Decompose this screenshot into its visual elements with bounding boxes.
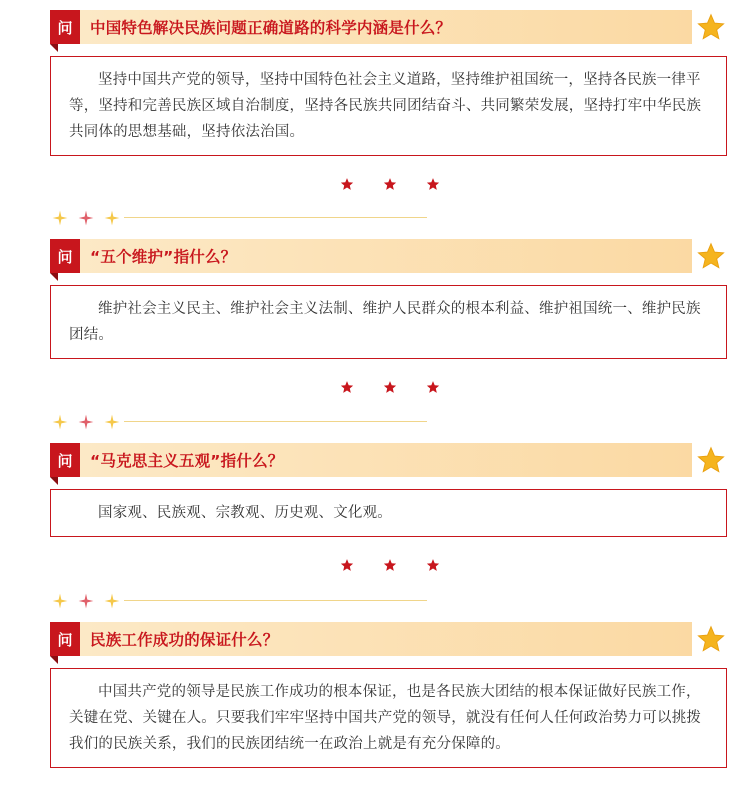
- red-star-icon: [426, 558, 440, 572]
- answer-text: 坚持中国共产党的领导，坚持中国特色社会主义道路，坚持维护祖国统一，坚持各民族一律平等，坚持和完善民族区域自治制度，坚持各民族共同团结奋斗、共同繁荣发展，坚持打牢中华民族共同体的思想基础，坚持依法治国。: [69, 72, 702, 140]
- question-band: [80, 10, 692, 44]
- sparkle-divider: [52, 412, 427, 432]
- sparkle-icon: [78, 593, 94, 609]
- gold-star-icon: [697, 625, 725, 653]
- question-title: “马克思主义五观”指什么？: [90, 452, 284, 470]
- separator-stars: [340, 558, 440, 574]
- sparkle-icon: [78, 210, 94, 226]
- answer-box: [50, 489, 727, 537]
- red-star-icon: [340, 558, 354, 572]
- gold-star-icon: [697, 13, 725, 41]
- red-star-icon: [383, 380, 397, 394]
- qa-block-4: [50, 622, 728, 768]
- sparkle-divider: [52, 591, 427, 611]
- gold-star-icon: [697, 446, 725, 474]
- sparkle-icon: [52, 593, 68, 609]
- sparkle-icon: [104, 210, 120, 226]
- answer-text: 国家观、民族观、宗教观、历史观、文化观。: [98, 505, 392, 521]
- qa-block-1: [50, 10, 728, 156]
- question-bar: [50, 239, 728, 273]
- question-bar: [50, 443, 728, 477]
- gold-star-icon: [697, 242, 725, 270]
- divider-line: [124, 217, 427, 218]
- separator-stars: [340, 380, 440, 396]
- question-bar: [50, 622, 728, 656]
- red-star-icon: [383, 177, 397, 191]
- red-star-icon: [340, 380, 354, 394]
- sparkle-divider: [52, 208, 427, 228]
- question-band: [80, 443, 692, 477]
- question-band: [80, 239, 692, 273]
- separator-stars: [340, 177, 440, 193]
- red-star-icon: [426, 380, 440, 394]
- question-tag: 问: [50, 443, 80, 477]
- divider-line: [124, 600, 427, 601]
- divider-line: [124, 421, 427, 422]
- question-tag: 问: [50, 10, 80, 44]
- question-bar: [50, 10, 728, 44]
- sparkle-icon: [78, 414, 94, 430]
- question-title: “五个维护”指什么？: [90, 248, 237, 266]
- red-star-icon: [426, 177, 440, 191]
- question-tag: 问: [50, 239, 80, 273]
- sparkle-icon: [52, 414, 68, 430]
- qa-block-2: [50, 239, 728, 359]
- sparkle-icon: [104, 414, 120, 430]
- answer-text: 维护社会主义民主、维护社会主义法制、维护人民群众的根本利益、维护祖国统一、维护民族团结。: [69, 301, 701, 343]
- qa-block-3: [50, 443, 728, 537]
- red-star-icon: [340, 177, 354, 191]
- question-tag: 问: [50, 622, 80, 656]
- question-title: 中国特色解决民族问题正确道路的科学内涵是什么？: [90, 19, 452, 37]
- answer-box: [50, 56, 727, 156]
- sparkle-icon: [52, 210, 68, 226]
- answer-box: [50, 285, 727, 359]
- question-band: [80, 622, 692, 656]
- question-title: 民族工作成功的保证什么？: [90, 631, 279, 649]
- red-star-icon: [383, 558, 397, 572]
- answer-text: 中国共产党的领导是民族工作成功的根本保证，也是各民族大团结的根本保证做好民族工作，关键在党、关键在人。只要我们牢牢坚持中国共产党的领导，就没有任何人任何政治势力可以挑拨我们的民族关系，我们的民族团结统一在政治上就是有充分保障的。: [69, 684, 702, 752]
- sparkle-icon: [104, 593, 120, 609]
- answer-box: [50, 668, 727, 768]
